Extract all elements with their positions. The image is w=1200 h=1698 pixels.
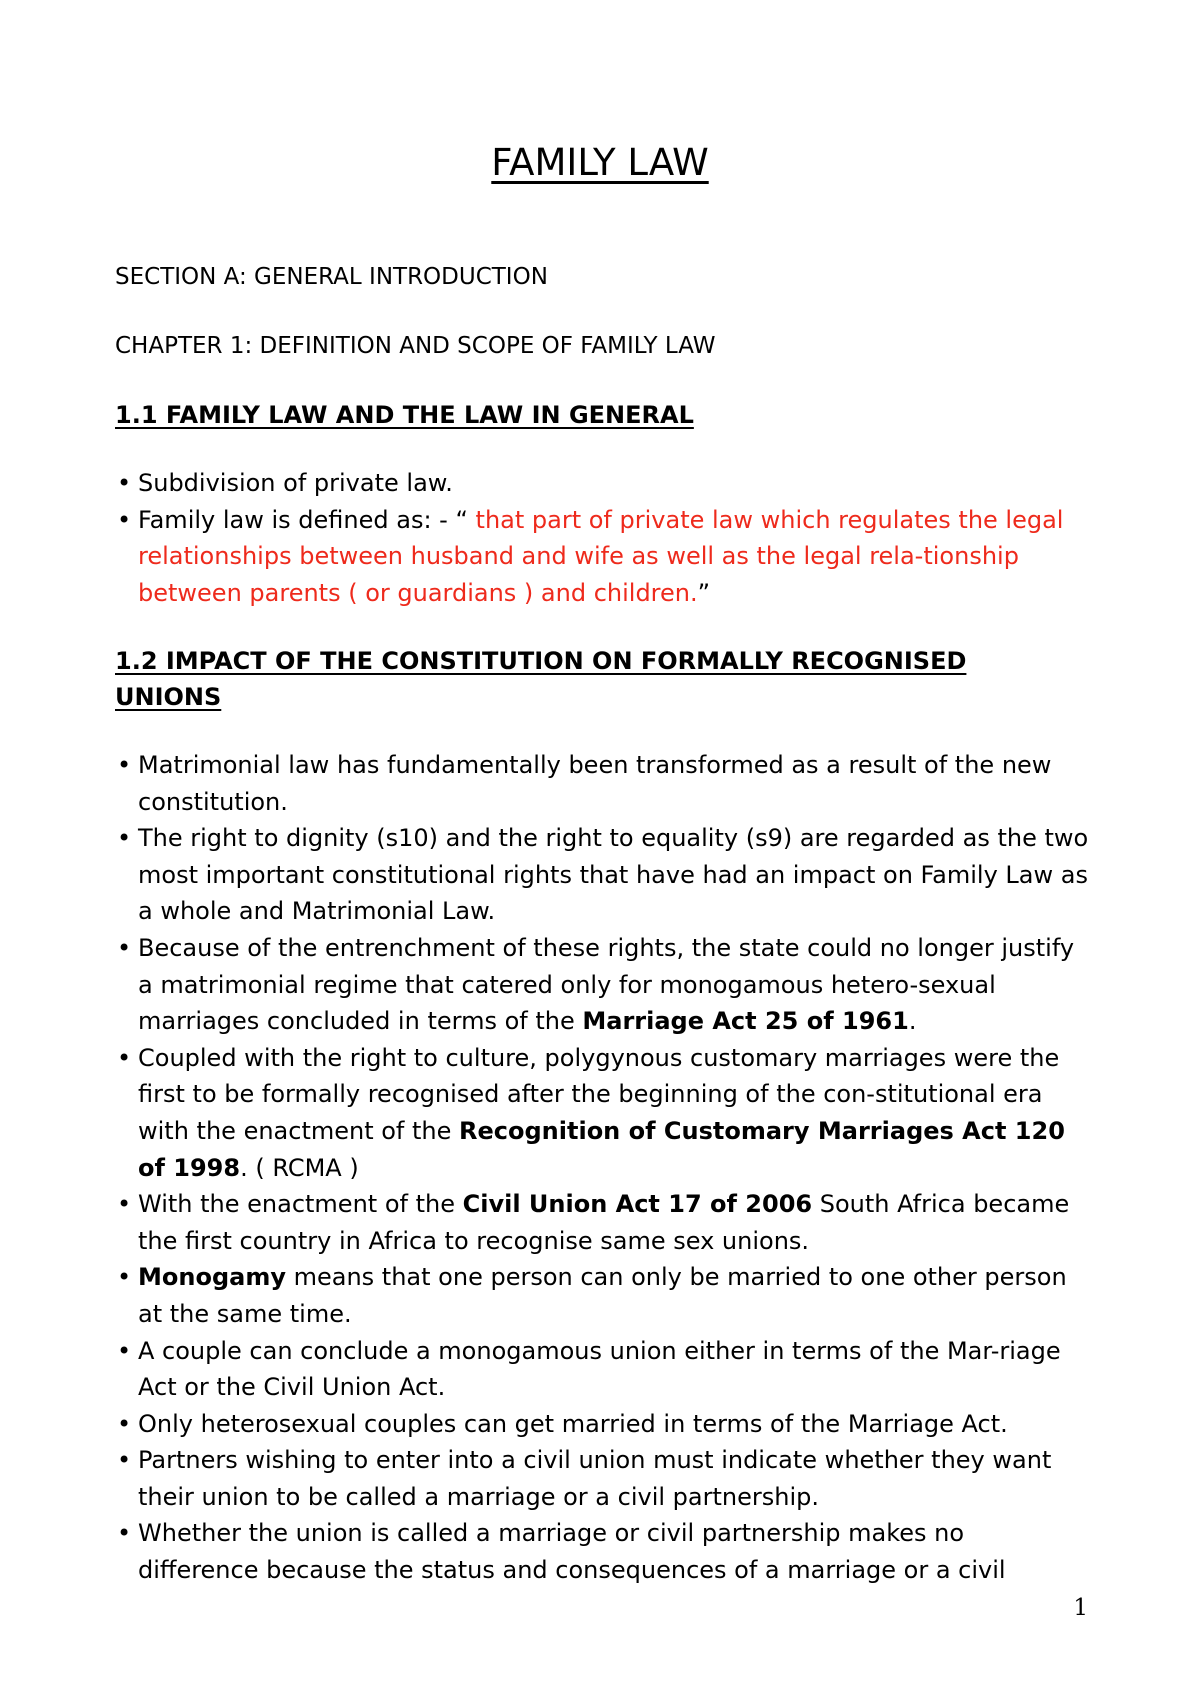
list-item-text: . — [908, 1007, 917, 1036]
list-item-text: The right to dignity (s10) and the right to equality (s9) are regarded as the two most important constitutional rights that have had an impact on Family Law as a whole and Matrimonial Law. — [138, 824, 1089, 926]
list-item — [115, 1040, 1090, 1186]
list-item-text: Coupled with the right to culture, polygynous customary marriages were the first to be formally recognised after the beginning of the con-stitutional era with the enactment of the — [138, 1043, 1060, 1145]
list-item — [115, 1442, 1090, 1515]
term-name: Monogamy — [138, 1263, 286, 1292]
section-heading: SECTION A: GENERAL INTRODUCTION — [115, 264, 548, 290]
list-item-text: Subdivision of private law. — [138, 469, 453, 497]
definition-quote: that part of private law which regulates the legal relationships between husband and wife as well as the legal rela-tionship between parents ( or guardians ) and children. — [138, 505, 1064, 607]
list-item — [115, 502, 1090, 612]
list-item — [115, 1515, 1090, 1588]
list-item-text: Partners wishing to enter into a civil union must indicate whether they want their union to be called a marriage or a civil partnership. — [138, 1446, 1052, 1511]
list-item — [115, 820, 1090, 930]
page-number: 1 — [1073, 1595, 1088, 1621]
act-name: Civil Union Act 17 of 2006 — [462, 1190, 813, 1219]
list-item — [115, 1406, 1090, 1443]
list-item-text: Family law is defined as: - “ — [138, 505, 468, 534]
list-item — [115, 930, 1090, 1040]
list-item — [115, 465, 1090, 502]
list-item-text: Only heterosexual couples can get married in terms of the Marriage Act. — [138, 1409, 1008, 1438]
bullet-list-1-2 — [115, 747, 1090, 1589]
list-item — [115, 1333, 1090, 1406]
list-item-text: Whether the union is called a marriage or civil partnership makes no difference because the status and consequences of a marriage or a civil — [138, 1519, 1006, 1585]
list-item — [115, 1259, 1090, 1332]
subsection-heading-1-2: 1.2 IMPACT OF THE CONSTITUTION ON FORMALLY RECOGNISED UNIONS — [115, 647, 967, 711]
bullet-list-1-1 — [115, 465, 1090, 611]
list-item-text: Because of the entrenchment of these rights, the state could no longer justify a matrimonial regime that catered only for monogamous hetero-sexual marriages concluded in terms of the — [138, 933, 1075, 1036]
act-name: Marriage Act 25 of 1961 — [582, 1007, 909, 1036]
list-item-text: means that one person can only be married to one other person at the same time. — [138, 1263, 1067, 1328]
list-item-text: . ( RCMA ) — [240, 1153, 359, 1182]
document-title: FAMILY LAW — [491, 141, 709, 184]
subsection-heading-1-1: 1.1 FAMILY LAW AND THE LAW IN GENERAL — [115, 401, 694, 429]
act-name: Recognition of Customary Marriages Act 120 of 1998 — [138, 1116, 1065, 1182]
list-item-text: ” — [697, 578, 711, 607]
list-item-text: Matrimonial law has fundamentally been transformed as a result of the new constitution. — [138, 751, 1052, 816]
list-item — [115, 1186, 1090, 1259]
list-item-text: South Africa became the first country in Africa to recognise same sex unions. — [138, 1190, 1070, 1255]
list-item-text: A couple can conclude a monogamous union either in terms of the Mar-riage Act or the Civil Union Act. — [138, 1336, 1061, 1402]
chapter-heading: CHAPTER 1: DEFINITION AND SCOPE OF FAMILY LAW — [115, 333, 716, 359]
list-item — [115, 747, 1090, 820]
list-item-text: With the enactment of the — [138, 1190, 463, 1219]
